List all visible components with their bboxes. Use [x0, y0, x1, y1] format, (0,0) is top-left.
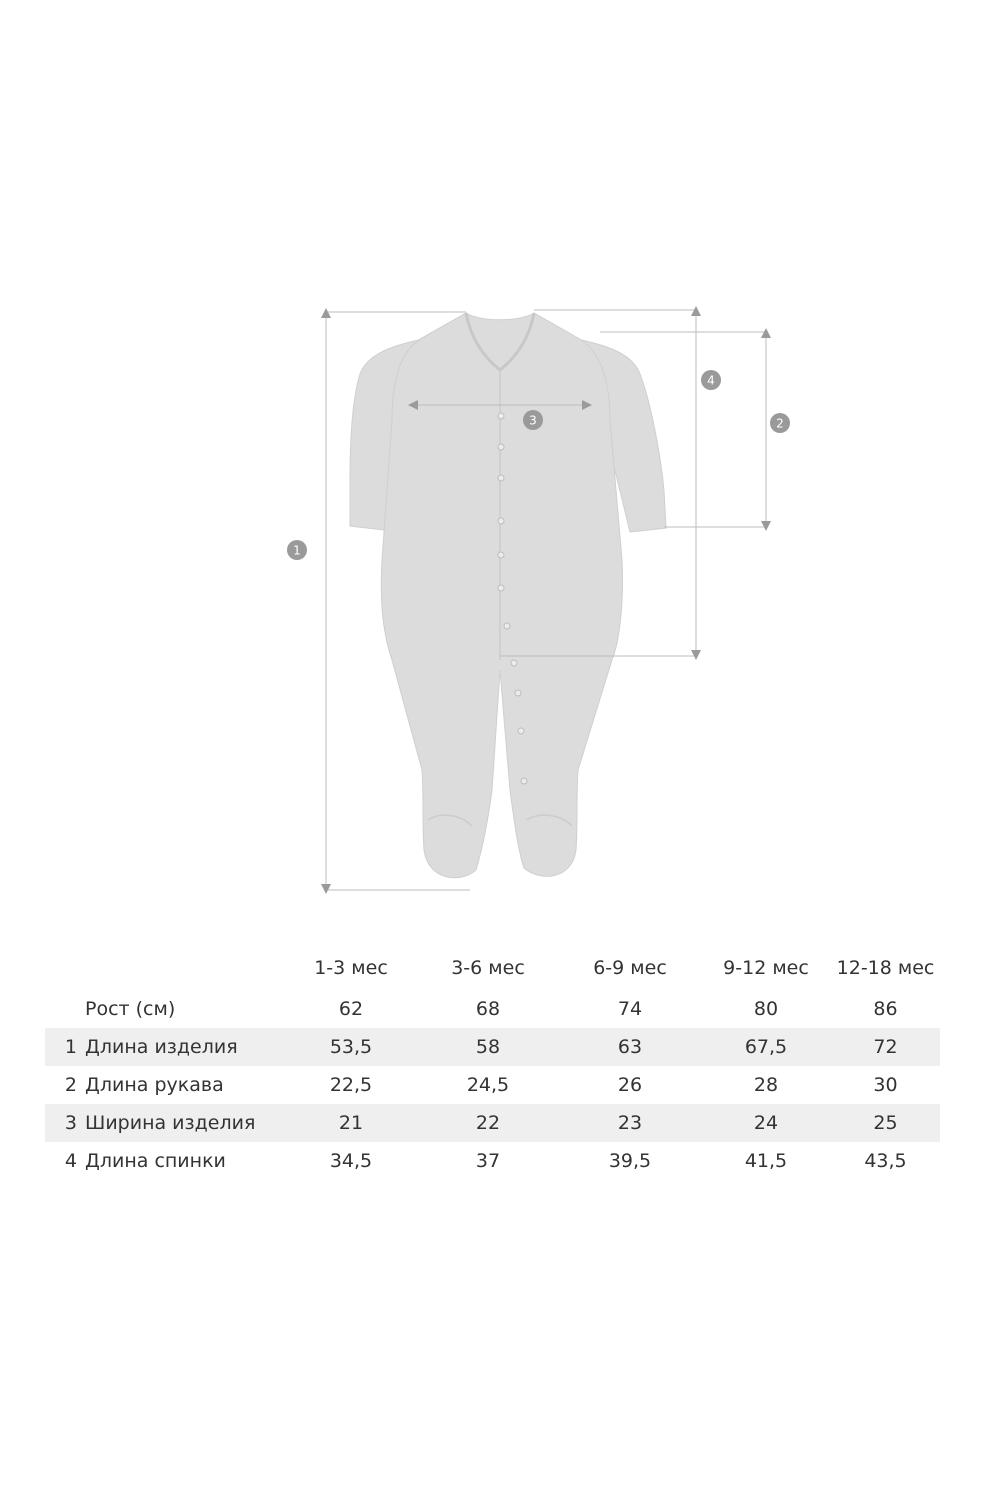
row-label: Ширина изделия: [85, 1104, 285, 1142]
table-cell: 22: [417, 1104, 559, 1142]
table-header-row: [45, 946, 940, 990]
row-label: Длина рукава: [85, 1074, 224, 1096]
row-label: Длина изделия: [85, 1028, 285, 1066]
svg-text:3: 3: [529, 413, 537, 428]
table-cell: 30: [873, 1074, 898, 1096]
svg-text:4: 4: [707, 373, 715, 388]
sleepsuit-illustration: [350, 313, 666, 878]
row-label: Длина спинки: [85, 1150, 226, 1172]
row-number: 4: [64, 1150, 77, 1172]
table-row: [45, 1066, 940, 1104]
table-cell: 26: [617, 1074, 643, 1096]
table-cell: 37: [475, 1150, 501, 1172]
table-cell: 21: [285, 1104, 417, 1142]
column-header: 6-9 мес: [593, 957, 667, 979]
marker-3: [523, 410, 543, 430]
table-cell: 24: [701, 1104, 831, 1142]
column-header: 9-12 мес: [723, 957, 809, 979]
column-header: 12-18 мес: [836, 957, 935, 979]
table-cell: 80: [753, 998, 779, 1020]
table-row: [45, 990, 940, 1028]
table-cell: 34,5: [329, 1150, 373, 1172]
table-cell: 67,5: [701, 1028, 831, 1066]
table-cell: 22,5: [329, 1074, 373, 1096]
table-cell: 62: [338, 998, 364, 1020]
row-number: 3: [45, 1104, 85, 1142]
table-cell: 86: [873, 998, 898, 1020]
marker-2: [770, 413, 790, 433]
table-cell: 58: [417, 1028, 559, 1066]
table-row: [45, 1104, 940, 1142]
table-cell: 68: [475, 998, 501, 1020]
table-cell: 25: [831, 1104, 940, 1142]
row-number: 2: [64, 1074, 77, 1096]
size-table: [45, 946, 940, 1180]
marker-4: [701, 370, 721, 390]
table-cell: 74: [617, 998, 643, 1020]
svg-text:2: 2: [776, 416, 784, 431]
column-header: 1-3 мес: [314, 957, 388, 979]
table-cell: 24,5: [466, 1074, 510, 1096]
row-label: Рост (см): [85, 998, 176, 1020]
table-cell: 39,5: [608, 1150, 652, 1172]
table-cell: 63: [559, 1028, 701, 1066]
marker-1: [287, 540, 307, 560]
table-cell: 72: [831, 1028, 940, 1066]
table-cell: 41,5: [744, 1150, 788, 1172]
table-cell: 43,5: [864, 1150, 907, 1172]
table-cell: 53,5: [285, 1028, 417, 1066]
row-number: [45, 990, 85, 1028]
svg-text:1: 1: [293, 543, 301, 558]
column-header: 3-6 мес: [451, 957, 525, 979]
table-row: [45, 1142, 940, 1180]
table-row: [45, 1028, 940, 1066]
table-cell: 28: [753, 1074, 779, 1096]
table-cell: 23: [559, 1104, 701, 1142]
row-number: 1: [45, 1028, 85, 1066]
